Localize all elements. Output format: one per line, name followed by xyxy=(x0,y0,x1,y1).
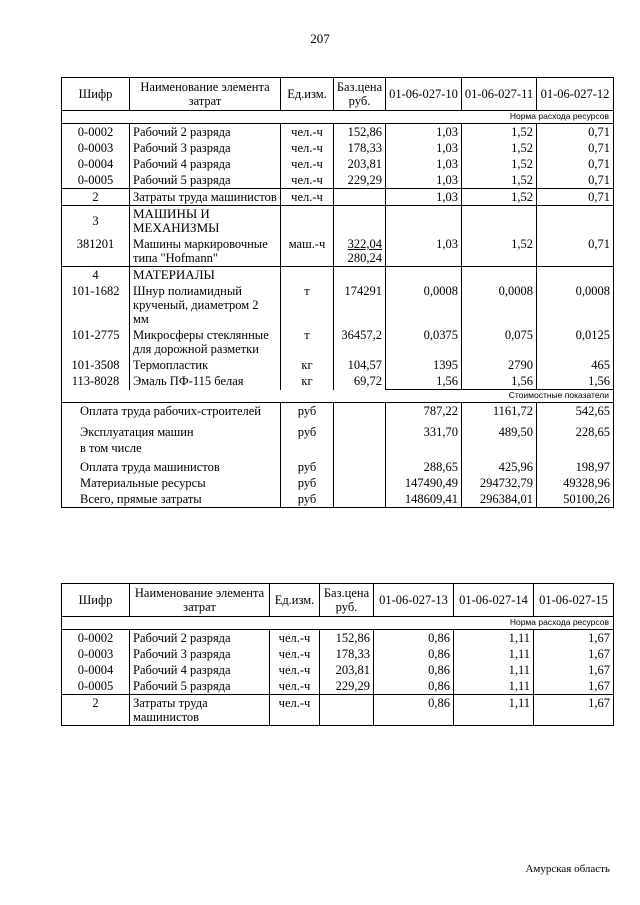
header-col-1: 01-06-027-10 xyxy=(386,78,462,111)
cost-note: в том числе xyxy=(62,440,281,456)
cell-unit: чел.-ч xyxy=(281,156,334,172)
cell-price: 322,04 xyxy=(347,237,382,251)
cell-value: 1,03 xyxy=(386,124,462,141)
norm-label: Норма расхода ресурсов xyxy=(374,617,614,630)
cell-value: 0,71 xyxy=(537,236,614,267)
cell-value: 1,67 xyxy=(534,695,614,726)
cell-value: 0,71 xyxy=(537,156,614,172)
cell-value: 1,03 xyxy=(386,189,462,206)
cell-unit: чел.-ч xyxy=(270,630,320,647)
cell-value: 0,0008 xyxy=(386,283,462,327)
cell-code: 2 xyxy=(62,695,130,726)
cell-value: 1,03 xyxy=(386,156,462,172)
cell-value: 296384,01 xyxy=(462,491,537,508)
header-code: Шифр xyxy=(62,584,130,617)
cell-unit: чел.-ч xyxy=(270,646,320,662)
cell-price: 203,81 xyxy=(334,156,386,172)
cell-name: Микросферы стеклянные для дорожной разметки xyxy=(130,327,281,357)
cell-value: 787,22 xyxy=(386,403,462,420)
table-row xyxy=(62,678,614,695)
cell-value: 0,0008 xyxy=(462,283,537,327)
cell-name: Рабочий 3 разряда xyxy=(130,646,270,662)
cell-unit: маш.-ч xyxy=(281,236,334,267)
norm-label: Норма расхода ресурсов xyxy=(386,111,614,124)
cost-name: Оплата труда рабочих-строителей xyxy=(62,403,281,420)
cell-value: 1,03 xyxy=(386,172,462,189)
cell-value: 2790 xyxy=(462,357,537,373)
header-unit: Ед.изм. xyxy=(281,78,334,111)
cell-value: 50100,26 xyxy=(537,491,614,508)
table-row xyxy=(62,327,614,357)
cell-name: Рабочий 2 разряда xyxy=(130,124,281,141)
cell-value: 1,11 xyxy=(454,630,534,647)
cell-price: 152,86 xyxy=(334,124,386,141)
cell-code: 4 xyxy=(62,267,130,284)
cell-value: 0,71 xyxy=(537,172,614,189)
cell-unit: чел.-ч xyxy=(270,695,320,726)
cell-value: 1,67 xyxy=(534,646,614,662)
header-col-2: 01-06-027-11 xyxy=(462,78,537,111)
cell-code: 101-3508 xyxy=(62,357,130,373)
header-col-2: 01-06-027-14 xyxy=(454,584,534,617)
cell-price: 203,81 xyxy=(320,662,374,678)
table-header xyxy=(62,78,614,111)
table-row xyxy=(62,630,614,647)
cell-unit: чел.-ч xyxy=(281,124,334,141)
cell-value: 148609,41 xyxy=(386,491,462,508)
table-row xyxy=(62,403,614,420)
table-row xyxy=(62,206,614,237)
cell-price xyxy=(334,189,386,206)
cell-unit: чел.-ч xyxy=(281,189,334,206)
cell-value: 228,65 xyxy=(537,419,614,440)
table-row xyxy=(62,236,614,267)
cell-value: 1,11 xyxy=(454,678,534,695)
cell-value: 1,52 xyxy=(462,156,537,172)
header-price: Баз.цена руб. xyxy=(320,584,374,617)
cell-unit: кг xyxy=(281,373,334,390)
section-title: МАТЕРИАЛЫ xyxy=(130,267,281,284)
cell-value: 1,52 xyxy=(462,189,537,206)
cell-value: 1,03 xyxy=(386,236,462,267)
cell-name: Рабочий 3 разряда xyxy=(130,140,281,156)
cell-price: 69,72 xyxy=(334,373,386,390)
cell-value: 0,86 xyxy=(374,662,454,678)
cell-value: 288,65 xyxy=(386,456,462,475)
cell-price: 280,24 xyxy=(347,251,382,265)
cost-name: Оплата труда машинистов xyxy=(62,456,281,475)
cost-name: Эксплуатация машин xyxy=(62,419,281,440)
table-row xyxy=(62,189,614,206)
cell-value: 198,97 xyxy=(537,456,614,475)
table-row xyxy=(62,172,614,189)
cell-unit: руб xyxy=(281,456,334,475)
cell-price: 229,29 xyxy=(320,678,374,695)
resource-table-1 xyxy=(61,77,614,508)
header-code: Шифр xyxy=(62,78,130,111)
region-footer: Амурская область xyxy=(525,863,610,875)
cell-value: 0,0125 xyxy=(537,327,614,357)
page-number: 207 xyxy=(310,31,330,46)
cell-value: 1,11 xyxy=(454,646,534,662)
cell-value: 1,67 xyxy=(534,630,614,647)
table-row xyxy=(62,646,614,662)
cell-code: 0-0003 xyxy=(62,646,130,662)
cell-unit: руб xyxy=(281,419,334,440)
cell-value: 1,52 xyxy=(462,124,537,141)
cell-unit: чел.-ч xyxy=(281,172,334,189)
cell-value: 294732,79 xyxy=(462,475,537,491)
cell-value: 1,52 xyxy=(462,236,537,267)
cell-unit: чел.-ч xyxy=(281,140,334,156)
cell-code: 0-0005 xyxy=(62,678,130,695)
cell-code: 0-0002 xyxy=(62,124,130,141)
cell-name: Машины маркировочные типа "Hofmann" xyxy=(130,236,281,267)
cell-value: 0,71 xyxy=(537,189,614,206)
cell-value: 0,86 xyxy=(374,678,454,695)
cell-value: 1,56 xyxy=(537,373,614,390)
cell-value: 489,50 xyxy=(462,419,537,440)
cell-name: Затраты труда машинистов xyxy=(130,695,270,726)
cell-price: 178,33 xyxy=(320,646,374,662)
cell-code: 0-0005 xyxy=(62,172,130,189)
cell-price: 36457,2 xyxy=(334,327,386,357)
table-row xyxy=(62,419,614,440)
cell-name: Рабочий 5 разряда xyxy=(130,678,270,695)
cell-value: 1,56 xyxy=(462,373,537,390)
cell-code: 0-0004 xyxy=(62,662,130,678)
cost-label: Стоимостные показатели xyxy=(386,390,614,403)
cell-value: 1,11 xyxy=(454,695,534,726)
cell-price: 152,86 xyxy=(320,630,374,647)
cell-unit: чел.-ч xyxy=(270,678,320,695)
cell-value: 0,0008 xyxy=(537,283,614,327)
cost-name: Всего, прямые затраты xyxy=(62,491,281,508)
cell-code: 101-1682 xyxy=(62,283,130,327)
header-unit: Ед.изм. xyxy=(270,584,320,617)
cell-code: 101-2775 xyxy=(62,327,130,357)
cell-name: Рабочий 5 разряда xyxy=(130,172,281,189)
cell-value: 1,56 xyxy=(386,373,462,390)
cell-name: Рабочий 4 разряда xyxy=(130,156,281,172)
table-row xyxy=(62,267,614,284)
header-col-3: 01-06-027-15 xyxy=(534,584,614,617)
cell-value: 331,70 xyxy=(386,419,462,440)
cell-code: 0-0004 xyxy=(62,156,130,172)
cell-value: 49328,96 xyxy=(537,475,614,491)
cell-value: 1,52 xyxy=(462,140,537,156)
cell-value: 1,67 xyxy=(534,678,614,695)
cell-code: 381201 xyxy=(62,236,130,267)
cell-unit: руб xyxy=(281,491,334,508)
cell-value: 0,075 xyxy=(462,327,537,357)
cell-name: Рабочий 4 разряда xyxy=(130,662,270,678)
cell-value: 0,86 xyxy=(374,695,454,726)
cell-unit: кг xyxy=(281,357,334,373)
cell-name: Шнур полиамидный крученый, диаметром 2 мм xyxy=(130,283,281,327)
table-row xyxy=(62,373,614,390)
header-name: Наименование элемента затрат xyxy=(130,78,281,111)
cell-code: 113-8028 xyxy=(62,373,130,390)
table-row xyxy=(62,140,614,156)
table-header xyxy=(62,584,614,617)
resource-table-2 xyxy=(61,583,614,726)
table-row xyxy=(62,456,614,475)
table-row xyxy=(62,662,614,678)
cell-unit: т xyxy=(281,327,334,357)
cell-code: 0-0003 xyxy=(62,140,130,156)
cell-price: 229,29 xyxy=(334,172,386,189)
table-row xyxy=(62,283,614,327)
cell-value: 0,86 xyxy=(374,630,454,647)
cell-value: 465 xyxy=(537,357,614,373)
cell-value: 425,96 xyxy=(462,456,537,475)
cell-value: 1,11 xyxy=(454,662,534,678)
cell-name: Затраты труда машинистов xyxy=(130,189,281,206)
table-row xyxy=(62,156,614,172)
cell-price: 174291 xyxy=(334,283,386,327)
cell-value: 1,52 xyxy=(462,172,537,189)
cell-unit: т xyxy=(281,283,334,327)
cell-value: 1395 xyxy=(386,357,462,373)
cell-unit: руб xyxy=(281,403,334,420)
table-row xyxy=(62,357,614,373)
cell-value: 0,71 xyxy=(537,140,614,156)
cell-value: 1161,72 xyxy=(462,403,537,420)
cell-value: 0,0375 xyxy=(386,327,462,357)
cell-value: 1,03 xyxy=(386,140,462,156)
cell-name: Рабочий 2 разряда xyxy=(130,630,270,647)
cell-value: 542,65 xyxy=(537,403,614,420)
header-price: Баз.цена руб. xyxy=(334,78,386,111)
header-col-1: 01-06-027-13 xyxy=(374,584,454,617)
cell-unit: руб xyxy=(281,475,334,491)
table-row xyxy=(62,695,614,726)
cell-price: 178,33 xyxy=(334,140,386,156)
cell-value: 0,71 xyxy=(537,124,614,141)
header-col-3: 01-06-027-12 xyxy=(537,78,614,111)
cell-value: 147490,49 xyxy=(386,475,462,491)
cell-name: Термопластик xyxy=(130,357,281,373)
cell-value: 0,86 xyxy=(374,646,454,662)
cell-price: 104,57 xyxy=(334,357,386,373)
table-row xyxy=(62,475,614,491)
cell-code: 2 xyxy=(62,189,130,206)
cost-name: Материальные ресурсы xyxy=(62,475,281,491)
cell-value: 1,67 xyxy=(534,662,614,678)
cell-name: Эмаль ПФ-115 белая xyxy=(130,373,281,390)
table-row xyxy=(62,491,614,508)
table-row xyxy=(62,124,614,141)
header-name: Наименование элемента затрат xyxy=(130,584,270,617)
cell-code: 0-0002 xyxy=(62,630,130,647)
cell-code: 3 xyxy=(62,206,130,237)
table-row xyxy=(62,440,614,456)
cell-unit: чел.-ч xyxy=(270,662,320,678)
section-title: МАШИНЫ И МЕХАНИЗМЫ xyxy=(130,206,281,237)
